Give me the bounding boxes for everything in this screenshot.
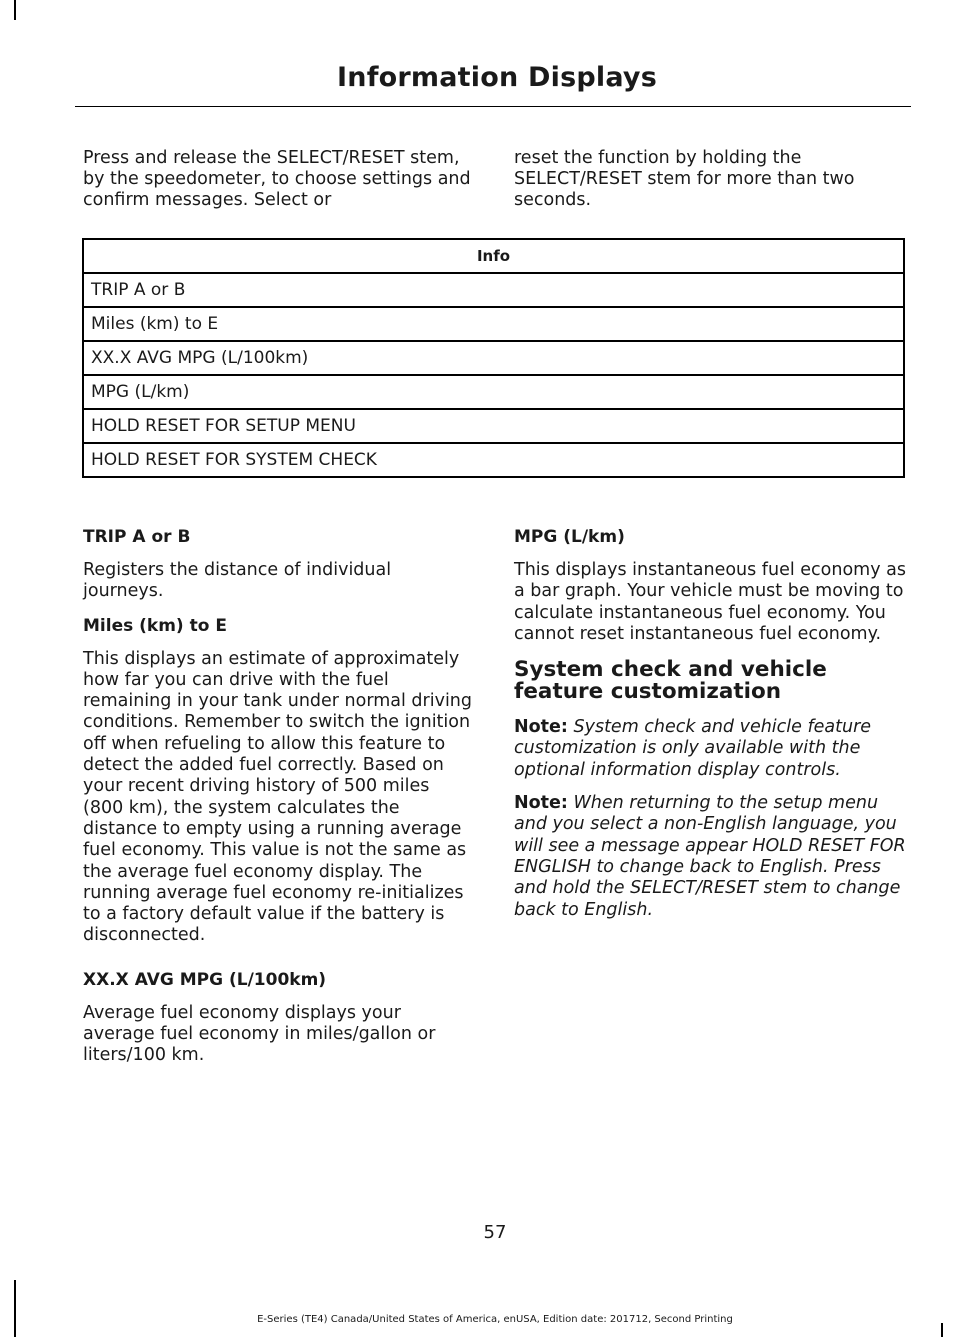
table-row: Miles (km) to E [83, 307, 904, 341]
header-divider [75, 106, 911, 107]
miles-to-empty-heading: Miles (km) to E [83, 615, 227, 636]
info-table-header: Info [83, 239, 904, 273]
note-2 [514, 793, 909, 921]
crop-mark-bottom-left [14, 1280, 16, 1337]
crop-mark-bottom-right [941, 1323, 943, 1337]
crop-mark-top-left [14, 0, 16, 20]
trip-heading: TRIP A or B [83, 527, 191, 547]
note-2-label: Note: [514, 793, 568, 814]
miles-to-empty-body: This displays an estimate of approximately how far you can drive with the fuel remaining in your tank under normal driving conditions. Remember to switch the ignition off when refueling to allow this feature to detect the added fuel correctly. Based on your recent driving history of 500 miles (800 km), the system calculates the distance to empty using a running average fuel economy. This value is not the same as the average fuel economy display. The running average fuel economy re-initializes to a factory default value if the battery is disconnected. [83, 648, 473, 946]
section-heading: System check and vehicle feature customization [514, 657, 827, 705]
table-row: HOLD RESET FOR SYSTEM CHECK [83, 443, 904, 477]
table-row: TRIP A or B [83, 273, 904, 307]
avg-mpg-heading: XX.X AVG MPG (L/100km) [83, 969, 327, 990]
note-1-label: Note: [514, 717, 568, 738]
page-number: 57 [483, 1222, 507, 1243]
mpg-body: This displays instantaneous fuel economy as a bar graph. Your vehicle must be moving to calculate instantaneous fuel economy. You cannot reset instantaneous fuel economy. [514, 560, 906, 644]
intro-text-right: reset the function by holding the SELECT/RESET stem for more than two seconds. [514, 148, 855, 210]
info-table [82, 238, 905, 478]
avg-mpg-body: Average fuel economy displays your average fuel economy in miles/gallon or liters/100 km. [83, 1002, 436, 1066]
footer-text: E-Series (TE4) Canada/United States of America, enUSA, Edition date: 201712, Second Printing [257, 1314, 733, 1325]
note-1-body: System check and vehicle feature customization is only available with the optional information display controls. [514, 717, 872, 780]
table-row: XX.X AVG MPG (L/100km) [83, 341, 904, 375]
table-row: MPG (L/km) [83, 375, 904, 409]
left-column [83, 526, 475, 1079]
mpg-heading: MPG (L/km) [514, 527, 625, 547]
page-title: Information Displays [337, 62, 657, 93]
intro-text-left: Press and release the SELECT/RESET stem, by the speedometer, to choose settings and confirm messages. Select or [83, 148, 471, 210]
note-2-body: When returning to the setup menu and you select a non-English language, you will see a message appear HOLD RESET FOR ENGLISH to change back to English. Press and hold the SELECT/RESET stem to change back to English. [514, 793, 906, 920]
right-column [514, 526, 909, 933]
trip-body: Registers the distance of individual journeys. [83, 560, 392, 602]
note-1 [514, 717, 909, 781]
table-row: HOLD RESET FOR SETUP MENU [83, 409, 904, 443]
